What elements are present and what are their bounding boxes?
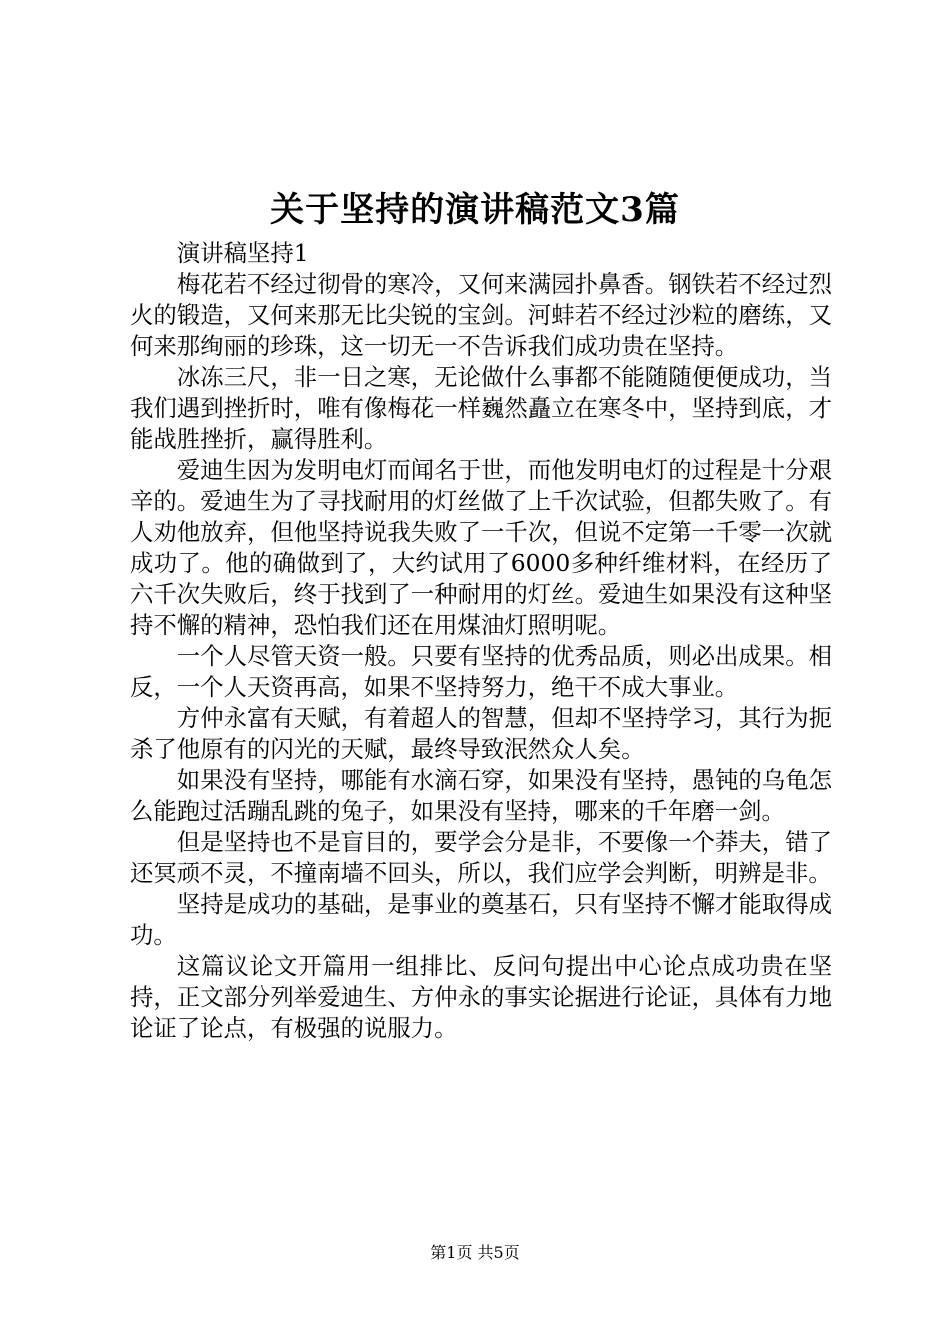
paragraph: 如果没有坚持，哪能有水滴石穿，如果没有坚持，愚钝的乌龟怎么能跑过活蹦乱跳的兔子，如果没有坚持，哪来的千年磨一剑。 bbox=[130, 766, 832, 825]
paragraph: 一个人尽管天资一般。只要有坚持的优秀品质，则必出成果。相反，一个人天资再高，如果不坚持努力，绝干不成大事业。 bbox=[130, 642, 832, 701]
paragraph: 方仲永富有天赋，有着超人的智慧，但却不坚持学习，其行为扼杀了他原有的闪光的天赋，最终导致泯然众人矣。 bbox=[130, 704, 832, 763]
paragraph: 但是坚持也不是盲目的，要学会分是非，不要像一个莽夫，错了还冥顽不灵，不撞南墙不回头，所以，我们应学会判断，明辨是非。 bbox=[130, 828, 832, 887]
paragraph: 爱迪生因为发明电灯而闻名于世，而他发明电灯的过程是十分艰辛的。爱迪生为了寻找耐用的灯丝做了上千次试验，但都失败了。有人劝他放弃，但他坚持说我失败了一千次，但说不定第一千零一次就成功了。他的确做到了，大约试用了6000多种纤维材料，在经历了六千次失败后，终于找到了一种耐用的灯丝。爱迪生如果没有这种坚持不懈的精神，恐怕我们还在用煤油灯照明呢。 bbox=[130, 456, 832, 639]
document-body bbox=[130, 238, 832, 1044]
paragraph: 这篇议论文开篇用一组排比、反问句提出中心论点成功贵在坚持，正文部分列举爱迪生、方仲永的事实论据进行论证，具体有力地论证了论点，有极强的说服力。 bbox=[130, 952, 832, 1042]
section-heading: 演讲稿坚持1 bbox=[176, 239, 309, 267]
document-title: 关于坚持的演讲稿范文3篇 bbox=[270, 190, 680, 230]
paragraph: 冰冻三尺，非一日之寒，无论做什么事都不能随随便便成功，当我们遇到挫折时，唯有像梅花一样巍然矗立在寒冬中，坚持到底，才能战胜挫折，赢得胜利。 bbox=[130, 363, 832, 453]
paragraph: 梅花若不经过彻骨的寒冷，又何来满园扑鼻香。钢铁若不经过烈火的锻造，又何来那无比尖锐的宝剑。河蚌若不经过沙粒的磨练，又何来那绚丽的珍珠，这一切无一不告诉我们成功贵在坚持。 bbox=[130, 270, 832, 360]
page-footer: 第1页 共5页 bbox=[430, 1243, 520, 1262]
paragraph: 坚持是成功的基础，是事业的奠基石，只有坚持不懈才能取得成功。 bbox=[130, 890, 832, 949]
